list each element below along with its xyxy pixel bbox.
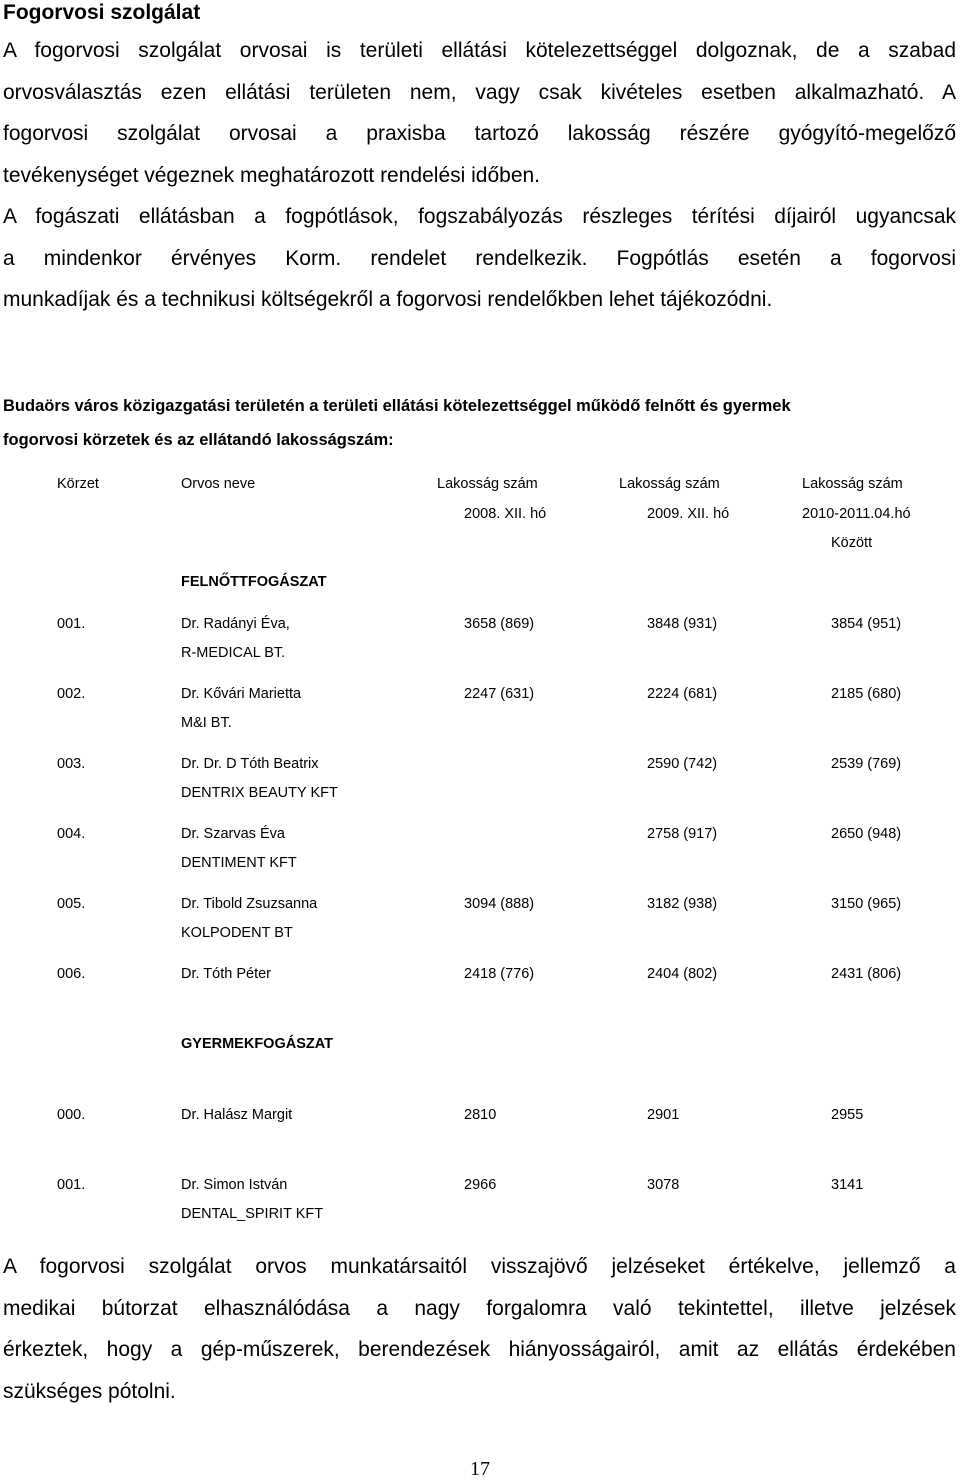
row-korzet: 005.	[57, 896, 86, 912]
header-col3-line3: Között	[831, 535, 873, 551]
header-col3-line1: Lakosság szám	[802, 476, 903, 492]
row-v2009: 2224 (681)	[647, 686, 718, 702]
row-korzet: 001.	[57, 616, 86, 632]
row-v2009: 2901	[647, 1107, 680, 1123]
header-col1-line2: 2008. XII. hó	[464, 506, 547, 522]
row-v2008: 2247 (631)	[464, 686, 535, 702]
row-orvos-practice: R-MEDICAL BT.	[181, 645, 286, 661]
row-korzet: 002.	[57, 686, 86, 702]
row-v2009: 2404 (802)	[647, 966, 718, 982]
row-v2008: 2810	[464, 1107, 497, 1123]
row-v2011: 2185 (680)	[831, 686, 902, 702]
row-orvos: Dr. Tóth Péter	[181, 966, 271, 982]
row-v2008: 2418 (776)	[464, 966, 535, 982]
row-v2011: 2539 (769)	[831, 756, 902, 772]
row-v2011: 3854 (951)	[831, 616, 902, 632]
row-orvos-practice: DENTRIX BEAUTY KFT	[181, 785, 338, 801]
row-orvos: Dr. Halász Margit	[181, 1107, 293, 1123]
row-v2008: 3094 (888)	[464, 896, 535, 912]
intro-paragraph	[3, 30, 956, 321]
table-intro-line: fogorvosi körzetek és az ellátandó lakosságszám:	[3, 431, 394, 449]
row-orvos: Dr. Tibold Zsuzsanna	[181, 896, 318, 912]
row-orvos: Dr. Radányi Éva,	[181, 616, 290, 632]
row-v2009: 3182 (938)	[647, 896, 718, 912]
page-title: Fogorvosi szolgálat	[3, 1, 201, 24]
row-orvos: Dr. Szarvas Éva	[181, 826, 285, 842]
row-orvos-practice: KOLPODENT BT	[181, 925, 293, 941]
page-number: 17	[470, 1458, 490, 1480]
intro-line: orvosválasztás ezen ellátási területen nem, vagy csak kivételes esetben alkalmazható. A	[3, 80, 956, 104]
header-col1-line1: Lakosság szám	[437, 476, 538, 492]
closing-line: A fogorvosi szolgálat orvos munkatársaitól visszajövő jelzéseket értékelve, jellemző a	[3, 1255, 956, 1278]
row-v2011: 2431 (806)	[831, 966, 902, 982]
closing-line: medikai bútorzat elhasználódása a nagy forgalomra való tekintettel, illetve jelzések	[3, 1296, 956, 1320]
row-v2011: 3141	[831, 1177, 864, 1193]
row-korzet: 000.	[57, 1107, 86, 1123]
row-korzet: 006.	[57, 966, 86, 982]
header-col3-line2: 2010-2011.04.hó	[802, 506, 911, 522]
row-v2008: 2966	[464, 1177, 497, 1193]
intro-line: munkadíjak és a technikusi költségekről a fogorvosi rendelőkben lehet tájékozódni.	[3, 288, 773, 311]
section-adult: FELNŐTTFOGÁSZAT	[181, 574, 327, 590]
header-orvos: Orvos neve	[181, 476, 256, 492]
intro-line: a mindenkor érvényes Korm. rendelet rendelkezik. Fogpótlás esetén a fogorvosi	[3, 246, 956, 270]
section-child: GYERMEKFOGÁSZAT	[181, 1036, 333, 1052]
closing-line: szükséges pótolni.	[3, 1379, 176, 1403]
intro-line: fogorvosi szolgálat orvosai a praxisba tartozó lakosság részére gyógyító-megelőző	[3, 122, 956, 145]
row-orvos: Dr. Dr. D Tóth Beatrix	[181, 756, 319, 772]
header-col2-line2: 2009. XII. hó	[647, 506, 730, 522]
row-v2011: 2650 (948)	[831, 826, 902, 842]
row-orvos: Dr. Kővári Marietta	[181, 686, 302, 702]
row-orvos-practice: M&I BT.	[181, 715, 232, 731]
closing-paragraph	[3, 1246, 956, 1412]
row-korzet: 003.	[57, 756, 86, 772]
row-v2011: 3150 (965)	[831, 896, 902, 912]
row-korzet: 004.	[57, 826, 86, 842]
header-korzet: Körzet	[57, 476, 99, 492]
row-v2011: 2955	[831, 1107, 864, 1123]
row-v2008: 3658 (869)	[464, 616, 535, 632]
row-v2009: 3078	[647, 1177, 680, 1193]
intro-line: A fogorvosi szolgálat orvosai is területi ellátási kötelezettséggel dolgoznak, de a szabad	[3, 39, 956, 62]
row-v2009: 3848 (931)	[647, 616, 718, 632]
row-v2009: 2758 (917)	[647, 826, 718, 842]
table-intro	[3, 389, 956, 457]
row-korzet: 001.	[57, 1177, 86, 1193]
table-intro-line: Budaörs város közigazgatási területén a területi ellátási kötelezettséggel működő felnőtt és gyermek	[3, 397, 791, 415]
header-col2-line1: Lakosság szám	[619, 476, 720, 492]
intro-line: A fogászati ellátásban a fogpótlások, fogszabályozás részleges térítési díjairól ugyancsak	[3, 205, 956, 228]
row-orvos-practice: DENTAL_SPIRIT KFT	[181, 1206, 324, 1222]
row-orvos: Dr. Simon István	[181, 1177, 288, 1193]
closing-line: érkeztek, hogy a gép-műszerek, berendezések hiányosságairól, amit az ellátás érdekében	[3, 1338, 956, 1361]
intro-line: tevékenységet végeznek meghatározott rendelési időben.	[3, 163, 541, 187]
row-v2009: 2590 (742)	[647, 756, 718, 772]
row-orvos-practice: DENTIMENT KFT	[181, 855, 297, 871]
